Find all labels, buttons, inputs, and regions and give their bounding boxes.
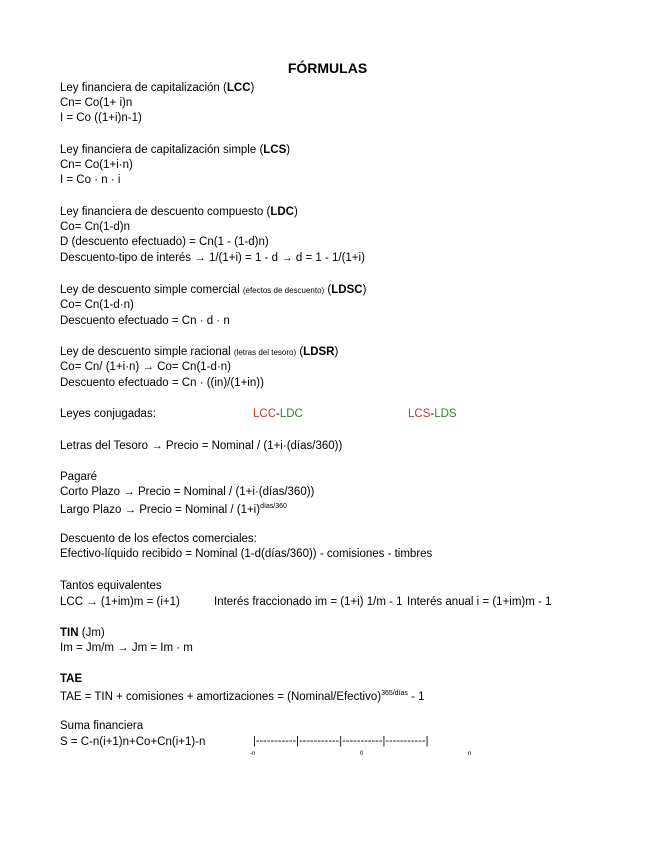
lcc-heading: Ley financiera de capitalización (LCC) — [60, 82, 255, 94]
timeline-tick-mid: 0 — [360, 751, 364, 757]
lcs-formula-1: Cn= Co(1+i·n) — [60, 159, 133, 171]
tantos-anual: Interés anual i = (1+im)m - 1 — [407, 596, 552, 608]
ldsr-formula-1: Co= Cn/ (1+i·n) → Co= Cn(1-d·n) — [60, 361, 231, 373]
pagare-largo: Largo Plazo → Precio = Nominal / $(1+i)^{días/360}$ — [60, 503, 287, 516]
ldc-formula-2: D (descuento efectuado) = Cn(1 - (1-d)n) — [60, 236, 269, 248]
ldc-formula-3: Descuento-tipo de interés → 1/(1+i) = 1 - d → d = 1 - 1/(1+i) — [60, 252, 365, 264]
tae-formula: TAE = TIN + comisiones + amortizaciones = (Nominal/Efectivo)$^{365/días}$ - 1 — [60, 690, 425, 703]
suma-heading: Suma financiera — [60, 720, 144, 732]
pagare-corto: Corto Plazo → Precio = Nominal / (1+i·(días/360)) — [60, 486, 315, 498]
ldsc-heading: Ley de descuento simple comercial (efectos de descuento) (LDSC) — [60, 284, 367, 296]
ldc-heading: Ley financiera de descuento compuesto (LDC) — [60, 206, 298, 218]
ldsr-heading: Ley de descuento simple racional (letras del tesoro) (LDSR) — [60, 346, 339, 358]
tantos-lcc: LCC → (1+im)m = (i+1) — [60, 596, 180, 608]
descuento-heading: Descuento de los efectos comerciales: — [60, 533, 257, 545]
ldsr-formula-2: Descuento efectuado = Cn · ((in)/(1+in)) — [60, 377, 264, 389]
suma-timeline: |-----------|-----------|-----------|-----------| — [253, 735, 429, 747]
lcs-formula-2: I = Co · n · i — [60, 174, 121, 186]
conjugadas-pair-2: LCS-LDS — [408, 408, 457, 420]
tae-heading: TAE — [60, 673, 83, 685]
conjugadas-label: Leyes conjugadas: — [60, 408, 156, 420]
page-title: FÓRMULAS — [287, 60, 368, 76]
ldsc-formula-2: Descuento efectuado = Cn · d · n — [60, 315, 230, 327]
tin-heading: TIN (Jm) — [60, 627, 105, 639]
ldc-formula-1: Co= Cn(1-d)n — [60, 221, 130, 233]
timeline-tick-left: -n — [250, 751, 256, 757]
lcc-formula-2: I = Co ((1+i)n-1) — [60, 112, 142, 124]
timeline-tick-right: n — [468, 751, 472, 757]
pagare-heading: Pagaré — [60, 471, 98, 483]
ldsc-formula-1: Co= Cn(1-d·n) — [60, 299, 134, 311]
letras-tesoro-formula: Letras del Tesoro → Precio = Nominal / (1+i·(días/360)) — [60, 440, 343, 452]
tantos-fraccionado: Interés fraccionado im = (1+i) 1/m - 1 — [214, 596, 403, 608]
lcc-formula-1: Cn= Co(1+ i)n — [60, 97, 133, 109]
tantos-heading: Tantos equivalentes — [60, 580, 162, 592]
conjugadas-pair-1: LCC-LDC — [253, 408, 303, 420]
tin-formula: Im = Jm/m → Jm = Im · m — [60, 642, 193, 654]
descuento-formula: Efectivo-líquido recibido = Nominal (1-d(días/360)) - comisiones - timbres — [60, 548, 433, 560]
lcs-heading: Ley financiera de capitalización simple (LCS) — [60, 144, 291, 156]
suma-formula: S = C-n(i+1)n+Co+Cn(i+1)-n — [60, 736, 206, 748]
